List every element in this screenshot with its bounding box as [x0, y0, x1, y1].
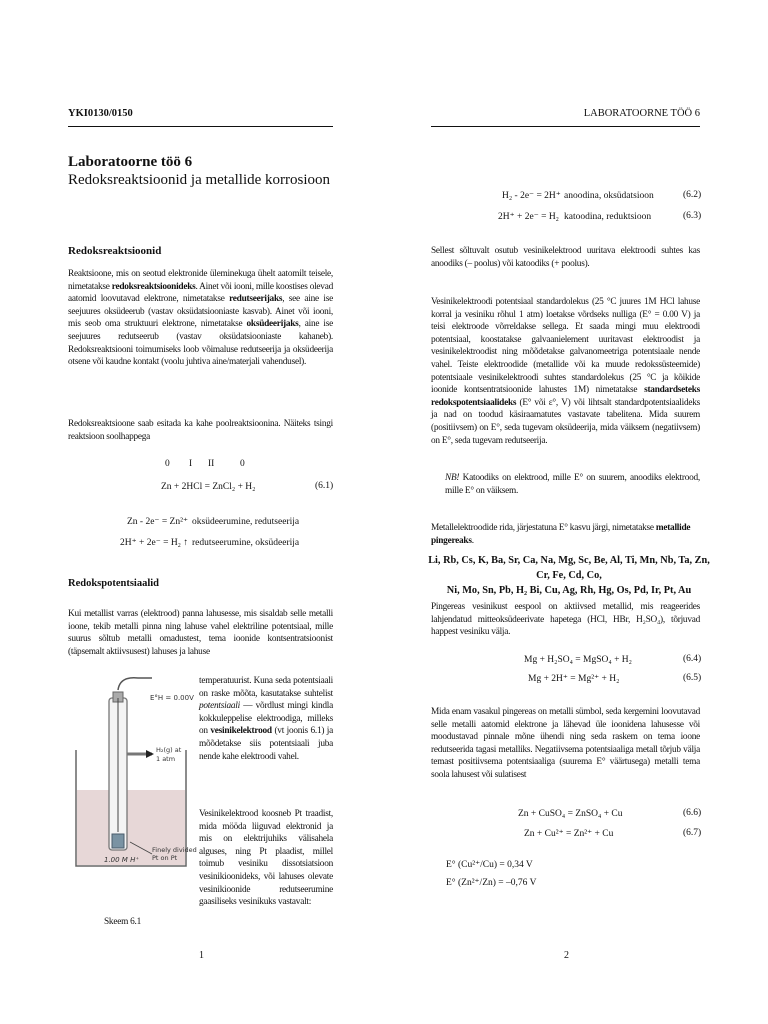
- ox-state-zn: 0: [165, 459, 170, 469]
- page-number: 2: [564, 950, 569, 961]
- fig-atm-label: 1 atm: [156, 755, 176, 763]
- fig-h2-label: H₂(g) at: [156, 746, 182, 754]
- term-redox: redoksreaktsioonideks: [111, 281, 196, 292]
- lab-title: Laboratoorne töö 6: [68, 154, 193, 170]
- fig-pt-label-1: Finely divided: [152, 846, 197, 854]
- text-run: . Ainet või iooni, mille koostises olevad aatomid loovutavad elektrone, nimetatakse: [68, 281, 333, 305]
- ox-state-h2: 0: [240, 459, 245, 469]
- section-heading-redox: Redoksreaktsioonid: [68, 245, 162, 257]
- header-rule: [431, 126, 700, 127]
- page-header-code: YKI0130/0150: [68, 108, 133, 119]
- lab-subtitle: Redoksreaktsioonid ja metallide korrosioon: [68, 172, 331, 188]
- equation-6-3-desc: katoodina, reduktsioon: [564, 212, 652, 222]
- equation-6-3: 2H⁺ + 2e⁻ = H₂: [498, 212, 559, 222]
- fig-e0-label: E°H = 0.00V: [150, 694, 194, 702]
- equation-number-6-6: (6.6): [683, 808, 702, 818]
- paragraph-redox-definition: [68, 268, 333, 369]
- equation-number-6-3: (6.3): [683, 211, 702, 221]
- text-run: .: [471, 535, 474, 546]
- paragraph-displacement: Mida enam vasakul pingereas on metalli sümbol, seda kergemini loovutavad selle metalli aatomid elektrone ja lähevad üle ioonidena lahusesse või moodustavad pinnale mõne ühendi ning seda raskem on tema ioone redutseerida tagasi metalliks. Negatiivsema potentsiaaliga metall tõrjub välja temast positiivsema potentsiaaliga (suurema E° väärtusega) metalli tema soola lahusest või sulatisest: [431, 707, 700, 780]
- text-run: Katoodiks on elektrood, mille E° on suurem, anoodiks elektrood, mille E° on väiksem.: [445, 473, 700, 496]
- metals-series: [424, 553, 714, 598]
- header-rule: [68, 126, 333, 127]
- figure-caption: Skeem 6.1: [104, 917, 141, 927]
- equation-6-5: Mg + 2H⁺ = Mg²⁺ + H₂: [528, 674, 620, 684]
- equation-number-6-4: (6.4): [683, 654, 702, 664]
- text-run: Reaktsioone, mis on seotud elektronide üleminekuga ühelt aatomilt teisele, nimetatakse: [68, 269, 333, 292]
- equation-6-1: Zn + 2HCl = ZnCl₂ + H₂: [161, 482, 256, 492]
- paragraph-relative-potential: [199, 675, 333, 763]
- potential-cu: E° (Cu²⁺/Cu) = 0,34 V: [446, 860, 533, 870]
- text-run: temperatuurist. Kuna seda potentsiaali on raske mõõta, kasutatakse suhtelist: [199, 676, 333, 699]
- text-run: (vt joonis 6.1) ja mõõdetakse siis potentsiaali juba nende kahe elektroodi vahel.: [199, 726, 333, 762]
- potential-zn: E° (Zn²⁺/Zn) = –0,76 V: [446, 878, 537, 888]
- page-header-title: LABORATOORNE TÖÖ 6: [583, 108, 700, 119]
- text-run: — võrdlust mingi kindla kokkuleppelise elektroodiga, milleks on: [199, 701, 333, 737]
- equation-6-7: Zn + Cu²⁺ = Zn²⁺ + Cu: [524, 829, 614, 839]
- term-electrochemical-series: metallide pingereaks: [431, 523, 691, 546]
- hydrogen-electrode-diagram: [68, 668, 197, 912]
- equation-number-6-2: (6.2): [683, 190, 702, 200]
- section-heading-potentials: Redokspotentsiaalid: [68, 578, 160, 589]
- equation-number-6-5: (6.5): [683, 673, 702, 683]
- text-run: , aine ise seejuures redutseerub (vastav oksüdatsiooniaste kahaneb). Redoksreaktsiooni toimumiseks loob võimaluse redutseerija ja oksüdeerija otsene või kaudne kontakt (voolu juhtiva aine/materjali vahendusel).: [68, 319, 333, 368]
- paragraph-electrochemical-series: [431, 522, 700, 547]
- equation-6-2-desc: anoodina, oksüdatsioon: [564, 191, 654, 201]
- paragraph-potential-intro: Kui metallist varras (elektrood) panna lahusesse, mis sisaldab selle metalli ioone, tekib metalli pinna ning lahuse vahel elektriline potentsiaal, mille suurus sõltub metalli omadustest, tema ioonide kontsentratsioonist (täpsemalt aktiivsusest) lahuses ja lahuse: [68, 609, 333, 657]
- text-run: Vesinikelektroodi potentsiaal standardolekus (25 °C juures 1M HCl lahuse korral ja vesiniku rõhul 1 atm) loetakse võrdseks nulliga (E° = 0.00 V) ja teisi elektroode võrreldakse sellega. Et saada mingi muu elektroodi potentsiaal, koostatakse galvaanielement uuritavast elektroodist ja vesinikelektroodist ning mõõdetakse galvanomeetriga potentsiaale nende vahel. Teiste elektroodide (metallide või ka muude redokssüsteemide) potentsiaale vesinikelektroodi suhtes standardolekus (25 °C ja kõikide ioonide kontsentratsioonide lahustes 1M) nimetatakse: [431, 297, 700, 396]
- equation-6-4: Mg + H₂SO₄ = MgSO₄ + H₂: [524, 655, 632, 665]
- metals-series-line-1: Li, Rb, Cs, K, Ba, Sr, Ca, Na, Mg, Sc, Be, Al, Ti, Mn, Nb, Ta, Zn, Cr, Fe, Cd, Co,: [428, 555, 710, 581]
- paragraph-half-reactions: Redoksreaktsioone saab esitada ka kahe poolreaktsioonina. Näiteks tsingi reaktsioon soolhappega: [68, 419, 333, 442]
- equation-number-6-7: (6.7): [683, 828, 702, 838]
- half-reaction-oxidation: Zn - 2e⁻ = Zn²⁺: [127, 517, 188, 527]
- page-2: [384, 0, 768, 1024]
- term-standard-redox-potentials: standardseteks redokspotentsiaalideks: [431, 385, 700, 408]
- term-relative-potential: potentsiaali: [199, 701, 240, 712]
- text-run: , see aine ise seejuures oksüdeerub (vastav oksüdatsiooniaste kasvab). Ainet või iooni, mis seob oma struktuuri elektrone, nimetatakse: [68, 294, 333, 330]
- half-reaction-reduction: 2H⁺ + 2e⁻ = H₂ ↑: [120, 538, 189, 548]
- term-oxidizer: oksüdeerijaks: [246, 319, 299, 330]
- ox-state-h: I: [189, 459, 193, 469]
- equation-6-2: H₂ - 2e⁻ = 2H⁺: [502, 191, 561, 201]
- fig-pt-label-2: Pt on Pt: [152, 854, 178, 862]
- half-reaction-reduction-desc: redutseerumine, oksüdeerija: [192, 538, 300, 548]
- term-hydrogen-electrode: vesinikelektrood: [210, 726, 272, 737]
- paragraph-active-metals: Pingereas vesinikust eespool on aktiivsed metallid, mis reageerides lahjendatud mitteoksüdeerivate hapetega (HCl, HBr, H₂SO₄), tõrjuvad happest vesiniku välja.: [431, 602, 700, 638]
- equation-number-6-1: (6.1): [315, 481, 334, 491]
- paragraph-anode-cathode: Sellest sõltuvalt osutub vesinikelektrood uuritava elektroodi suhtes kas anoodiks (– poolus) või katoodiks (+ poolus).: [431, 246, 700, 269]
- note-nb: [445, 472, 700, 497]
- text-run: (E° või ε°, V) või lihtsalt standardpotentsiaalideks ja nad on toodud käsiraamatutes vastavate tabelitena. Mida suurem (positiivsem) on E°, seda tugevam oksüdeerija, mida väiksem (negatiivsem) on E°, seda tugevam redutseerija.: [431, 397, 700, 446]
- nb-label: NB!: [445, 473, 460, 483]
- term-reducer: redutseerijaks: [229, 294, 283, 305]
- metals-series-line-2: Ni, Mo, Sn, Pb, H₂ Bi, Cu, Ag, Rh, Hg, Os, Pd, Ir, Pt, Au: [446, 585, 692, 596]
- half-reaction-oxidation-desc: oksüdeerumine, redutseerija: [192, 517, 300, 527]
- page-number: 1: [199, 950, 204, 961]
- paragraph-standard-potential: [431, 296, 700, 447]
- text-run: Metallelektroodide rida, järjestatuna E° kasvu järgi, nimetatakse: [431, 523, 654, 533]
- equation-6-6: Zn + CuSO₄ = ZnSO₄ + Cu: [518, 809, 623, 819]
- paragraph-hydrogen-electrode: Vesinikelektrood koosneb Pt traadist, mida mööda liiguvad elektronid ja mis on elektrijuhiks välisahela alguses, ning Pt plaadist, millel toimub vesiniku dissotsiatsioon vesinikioonideks, või lahuses olevate vesinikioonide redutseerumine gaasiliseks vesinikuks vastavalt:: [199, 809, 333, 908]
- ox-state-zn2: II: [208, 459, 215, 469]
- fig-conc-label: 1.00 M H⁺: [104, 856, 140, 864]
- pt-plate: [112, 834, 124, 848]
